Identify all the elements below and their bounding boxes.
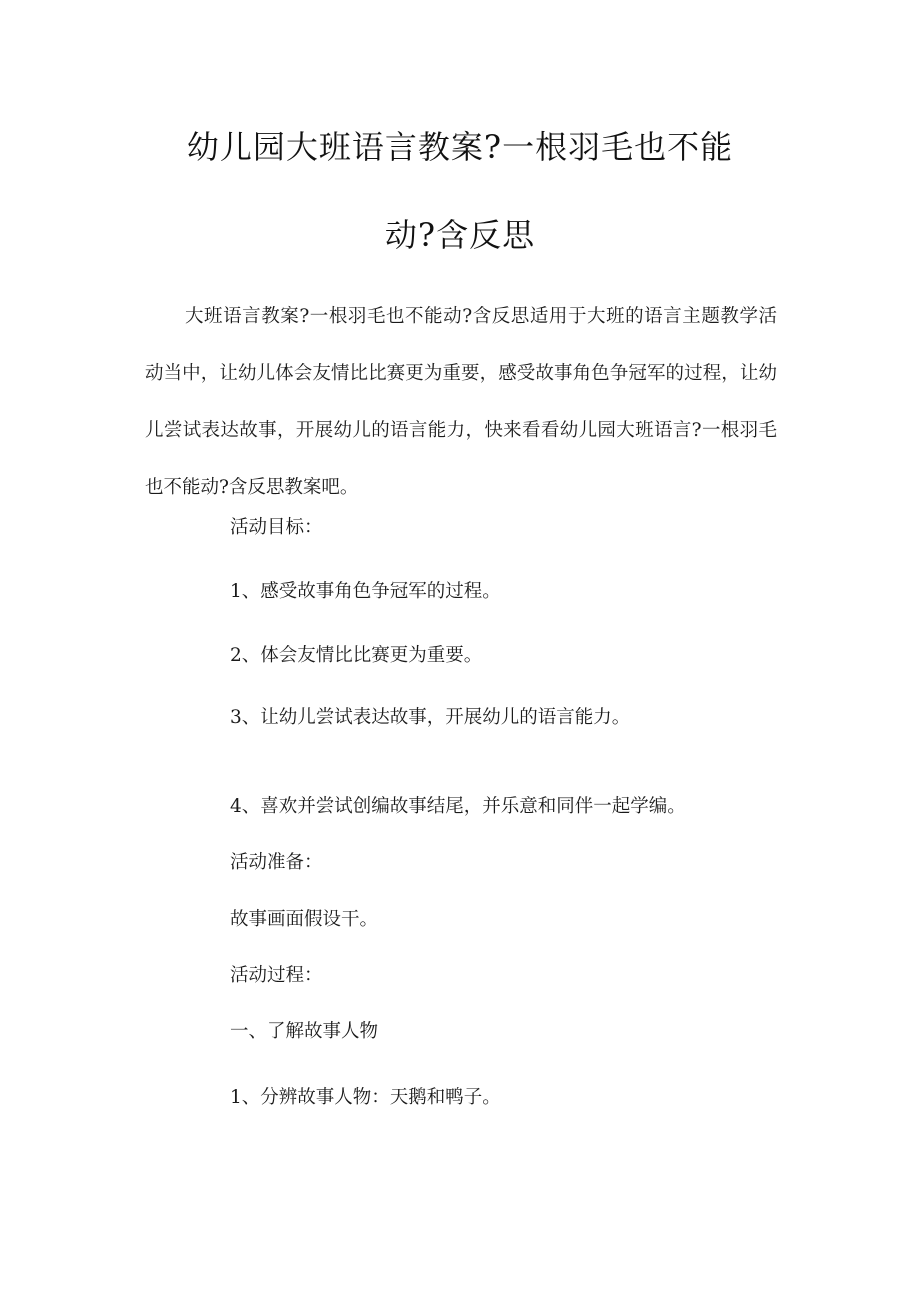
goal-item-3: 3、让幼儿尝试表达故事，开展幼儿的语言能力。	[230, 707, 631, 728]
process-step-item-1: 1、分辨故事人物：天鹅和鸭子。	[230, 1087, 501, 1108]
goal-item-4: 4、喜欢并尝试创编故事结尾，并乐意和同伴一起学编。	[230, 796, 686, 817]
intro-paragraph: 大班语言教案?一根羽毛也不能动?含反思适用于大班的语言主题教学活动当中，让幼儿体会友情比比赛更为重要，感受故事角色争冠军的过程，让幼儿尝试表达故事，开展幼儿的语言能力，快来看看幼儿园大班语言?一根羽毛也不能动?含反思教案吧。	[145, 306, 777, 498]
process-step-heading: 一、了解故事人物	[230, 1021, 379, 1042]
section-heading-preparation: 活动准备：	[230, 852, 323, 873]
section-heading-goals: 活动目标：	[230, 517, 323, 538]
preparation-item: 故事画面假设干。	[230, 909, 379, 930]
goal-item-1: 1、感受故事角色争冠军的过程。	[230, 581, 501, 602]
document-title-line-2: 动?含反思	[384, 216, 536, 254]
document-title-line-1: 幼儿园大班语言教案?一根羽毛也不能	[186, 128, 734, 166]
goal-item-2: 2、体会友情比比赛更为重要。	[230, 645, 483, 666]
section-heading-process: 活动过程：	[230, 965, 323, 986]
